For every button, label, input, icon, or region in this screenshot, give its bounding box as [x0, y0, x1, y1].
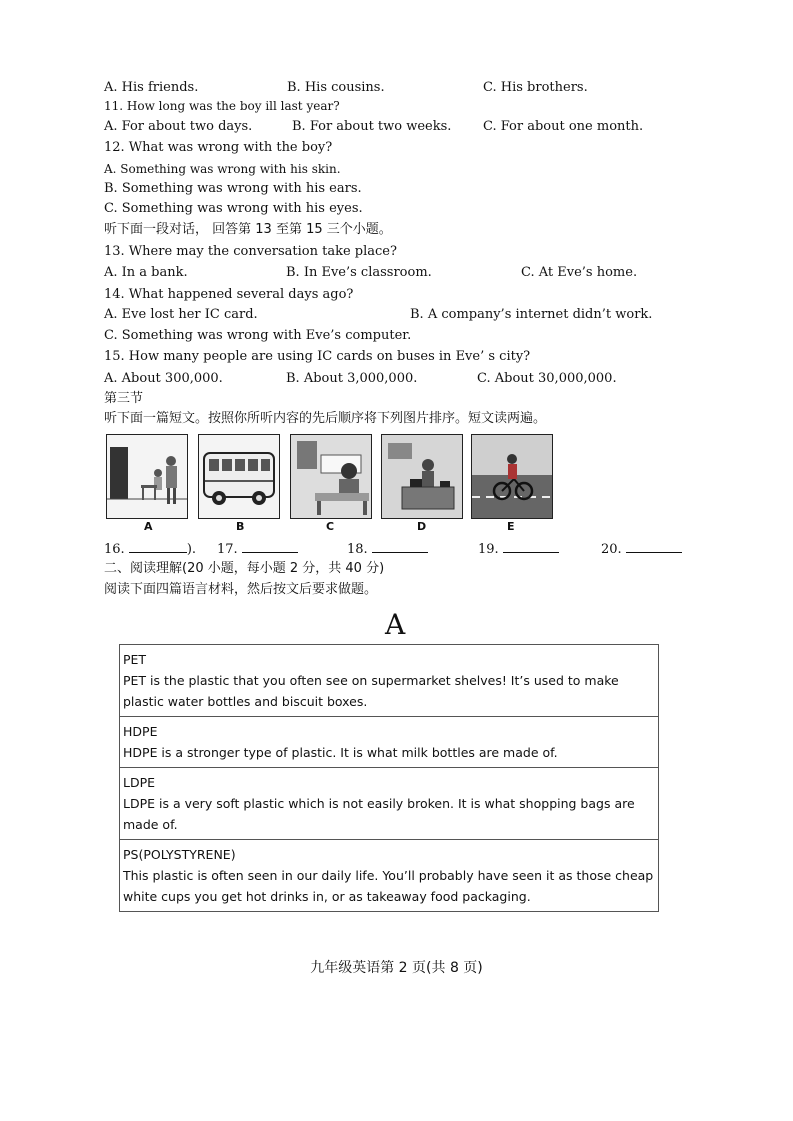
answer-blank-20[interactable]: [601, 540, 682, 557]
picture-d-illustration: [381, 434, 463, 519]
blank-17-number: 17.: [217, 542, 238, 557]
answer-blank-17[interactable]: [217, 540, 298, 557]
picture-label-e: E: [507, 520, 515, 533]
section3-title: 第三节: [104, 391, 144, 406]
plastics-table: [119, 644, 659, 912]
q13-option-b: B. In Eve’s classroom.: [286, 265, 432, 280]
q14-option-c: C. Something was wrong with Eve’s computer.: [104, 328, 412, 343]
blank-19-line[interactable]: [503, 540, 559, 553]
q11-question: 11. How long was the boy ill last year?: [104, 99, 340, 113]
q15-option-c: C. About 30,000,000.: [477, 371, 617, 386]
answer-blank-18[interactable]: [347, 540, 428, 557]
q14-option-b: B. A company’s internet didn’t work.: [410, 307, 653, 322]
dialog-instruction: 听下面一段对话， 回答第 13 至第 15 三个小题。: [104, 222, 392, 237]
blank-17-line[interactable]: [242, 540, 298, 553]
plastic-row-pet: [120, 645, 659, 717]
plastic-row-ps: [120, 840, 659, 912]
q13-question: 13. Where may the conversation take place?: [104, 244, 397, 259]
passage-letter: A: [385, 608, 406, 641]
q10-option-a: A. His friends.: [104, 80, 199, 95]
q13-option-c: C. At Eve’s home.: [521, 265, 638, 280]
q15-option-a: A. About 300,000.: [104, 371, 223, 386]
plastic-name: PS(POLYSTYRENE): [123, 847, 236, 862]
plastic-name: LDPE: [123, 775, 156, 790]
plastic-description: LDPE is a very soft plastic which is not easily broken. It is what shopping bags are made of.: [123, 796, 635, 832]
plastic-row-ldpe: [120, 768, 659, 840]
page-footer: 九年级英语第 2 页(共 8 页): [310, 960, 483, 976]
picture-label-b: B: [236, 520, 245, 533]
picture-b-illustration: [198, 434, 280, 519]
blank-20-number: 20.: [601, 542, 622, 557]
blank-18-number: 18.: [347, 542, 368, 557]
q15-option-b: B. About 3,000,000.: [286, 371, 418, 386]
picture-c-illustration: [290, 434, 372, 519]
q12-option-a: A. Something was wrong with his skin.: [104, 162, 341, 176]
section3-instruction: 听下面一篇短文。按照你所听内容的先后顺序将下列图片排序。短文读两遍。: [104, 411, 547, 426]
q12-question: 12. What was wrong with the boy?: [104, 140, 333, 155]
plastic-name: PET: [123, 652, 147, 667]
q15-question: 15. How many people are using IC cards on buses in Eve’ s city?: [104, 349, 531, 364]
q10-option-c: C. His brothers.: [483, 80, 588, 95]
picture-a-illustration: [106, 434, 188, 519]
plastic-name: HDPE: [123, 724, 158, 739]
q14-question: 14. What happened several days ago?: [104, 287, 354, 302]
q11-option-c: C. For about one month.: [483, 119, 644, 134]
plastic-description: This plastic is often seen in our daily life. You’ll probably have seen it as those cheap white cups you get hot drinks in, or as takeaway food packaging.: [123, 868, 654, 904]
blank-20-line[interactable]: [626, 540, 682, 553]
blank-19-number: 19.: [478, 542, 499, 557]
q12-option-b: B. Something was wrong with his ears.: [104, 181, 362, 196]
q13-option-a: A. In a bank.: [104, 265, 188, 280]
q14-option-a: A. Eve lost her IC card.: [104, 307, 258, 322]
picture-label-a: A: [144, 520, 153, 533]
answer-blank-16[interactable]: [104, 540, 196, 557]
picture-label-d: D: [417, 520, 427, 533]
reading-heading: 二、阅读理解(20 小题，每小题 2 分，共 40 分): [104, 561, 385, 576]
picture-label-c: C: [326, 520, 335, 533]
blank-16-number: 16.: [104, 542, 125, 557]
plastic-description: PET is the plastic that you often see on supermarket shelves! It’s used to make plastic water bottles and biscuit boxes.: [123, 673, 619, 709]
plastic-description: HDPE is a stronger type of plastic. It is what milk bottles are made of.: [123, 745, 558, 760]
blank-16-line[interactable]: [129, 540, 187, 553]
q10-option-b: B. His cousins.: [287, 80, 385, 95]
q11-option-b: B. For about two weeks.: [292, 119, 452, 134]
blank-16-end: ).: [186, 542, 197, 557]
q12-option-c: C. Something was wrong with his eyes.: [104, 201, 363, 216]
answer-blank-19[interactable]: [478, 540, 559, 557]
picture-e-illustration: [471, 434, 553, 519]
q11-option-a: A. For about two days.: [104, 119, 253, 134]
plastic-row-hdpe: [120, 717, 659, 768]
reading-instruction: 阅读下面四篇语言材料，然后按文后要求做题。: [104, 582, 378, 597]
blank-18-line[interactable]: [372, 540, 428, 553]
